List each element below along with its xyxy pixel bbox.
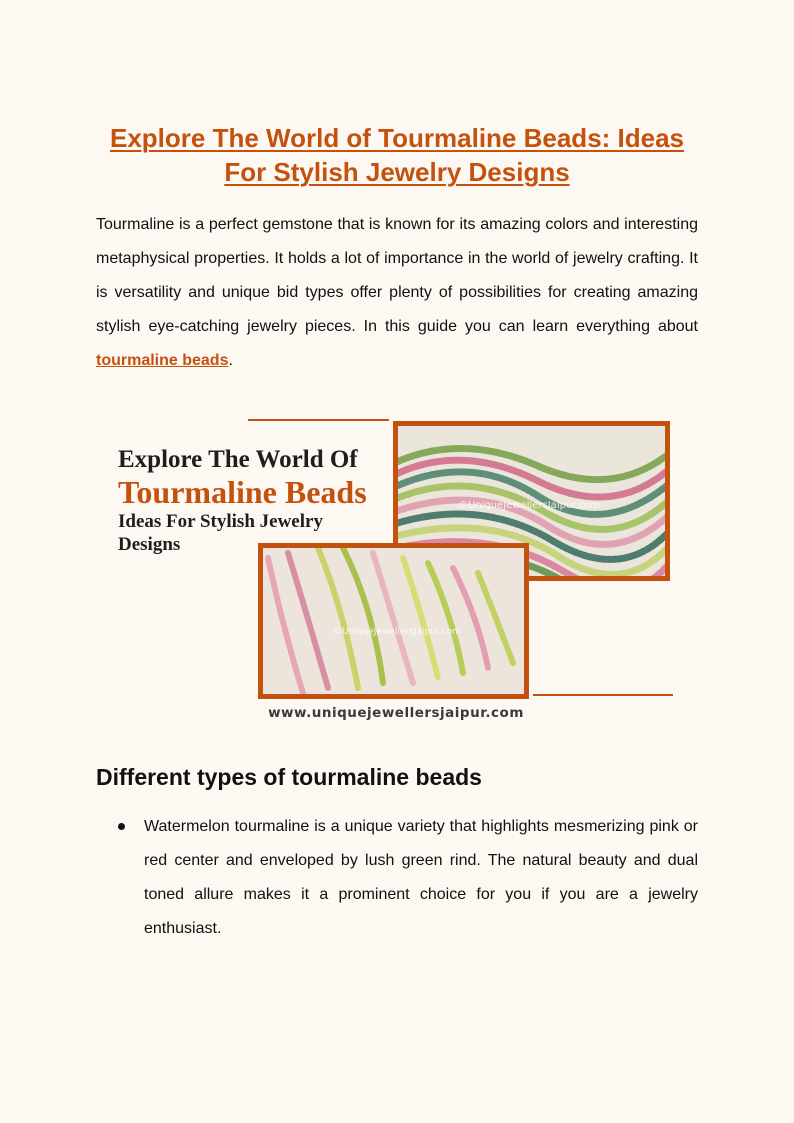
- page-title: Explore The World of Tourmaline Beads: Ideas For Stylish Jewelry Designs: [109, 123, 685, 187]
- intro-paragraph: [96, 208, 698, 378]
- banner-image: [96, 412, 696, 732]
- banner-heading-line3: Ideas For Stylish Jewelry Designs: [118, 511, 323, 555]
- decorative-line-bottom: [533, 694, 673, 696]
- list-item-text: Watermelon tourmaline is a unique variety that highlights mesmerizing pink or red center and enveloped by lush green rind. The natural beauty and dual toned allure makes it a prominent choice for you if you are a jewelry enthusiast.: [144, 818, 698, 937]
- bead-tassel-photo: [258, 543, 529, 699]
- list-item: [96, 810, 698, 946]
- photo-watermark-2: ©UniqueJewellersJaipur.com: [333, 627, 461, 637]
- section-heading: Different types of tourmaline beads: [96, 764, 482, 790]
- bead-types-list: [96, 810, 698, 946]
- decorative-line-top: [248, 419, 389, 421]
- banner-heading-line2: Tourmaline Beads: [118, 474, 367, 510]
- bullet-icon: [118, 823, 125, 830]
- tourmaline-beads-link[interactable]: tourmaline beads: [96, 352, 229, 369]
- banner-heading-line1: Explore The World Of: [118, 446, 358, 473]
- intro-text: Tourmaline is a perfect gemstone that is known for its amazing colors and interesting metaphysical properties. It holds a lot of importance in the world of jewelry crafting. It is versatility and unique bid types offer plenty of possibilities for creating amazing stylish eye-catching jewelry pieces. In this guide you can learn everything about: [96, 216, 698, 335]
- intro-end: .: [228, 352, 233, 369]
- photo-watermark: ©UniqueJewellersJaipur.com: [458, 500, 601, 511]
- banner-website-url: www.uniquejewellersjaipur.com: [268, 705, 524, 721]
